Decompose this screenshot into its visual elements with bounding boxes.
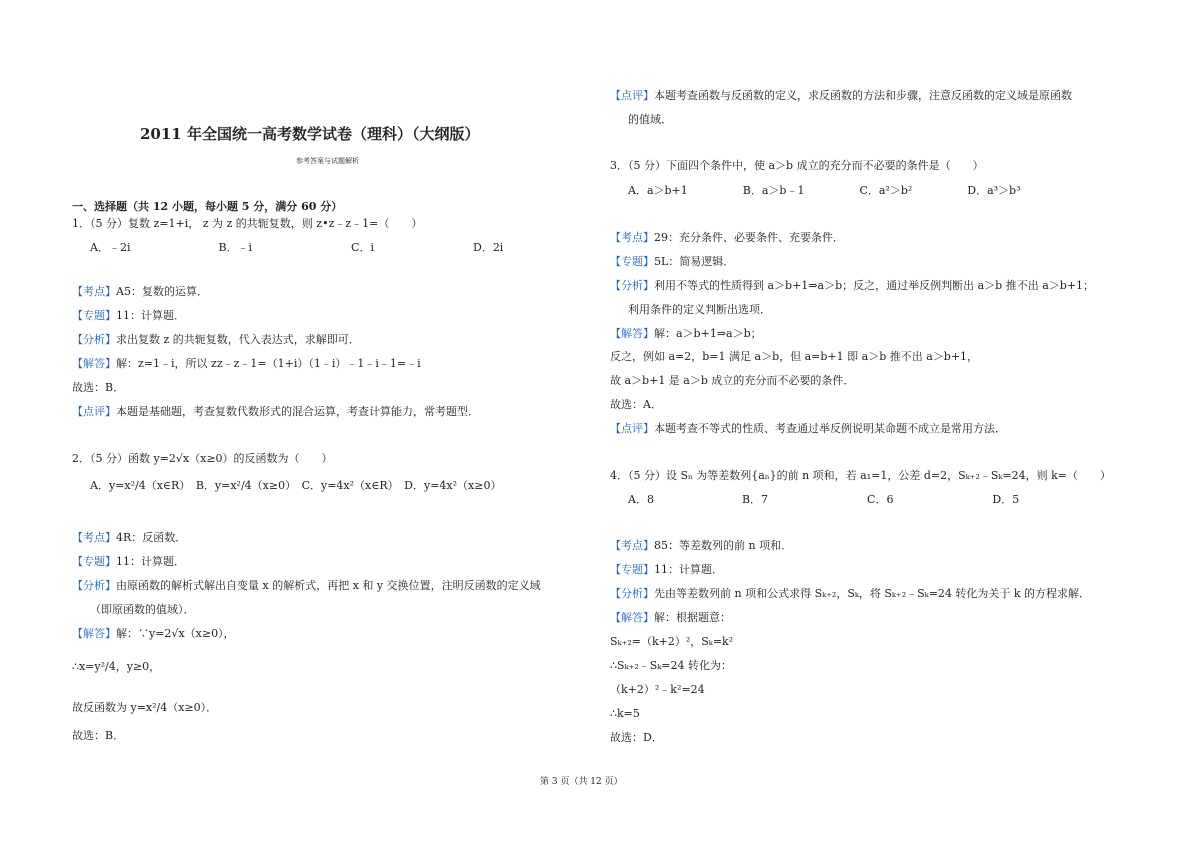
section-tag: 【分析】 (72, 579, 116, 592)
line-text: 本题考查函数与反函数的定义，求反函数的方法和步骤，注意反函数的定义域是原函数 (654, 89, 1072, 102)
line-text: 本题是基础题，考查复数代数形式的混合运算，考查计算能力，常考题型． (116, 405, 479, 418)
page-title: 2011 年全国统一高考数学试卷（理科）（大纲版） (140, 125, 480, 143)
line-text: 4R：反函数． (116, 531, 187, 544)
left-line (72, 309, 185, 323)
line-text: 利用不等式的性质得到 a＞b+1⇒a＞b；反之，通过举反例判断出 a＞b 推不出 a＞b+1； (654, 279, 1095, 292)
section-tag: 【专题】 (72, 309, 116, 322)
left-line (90, 241, 503, 255)
line-text: 1．（5 分）复数 z=1+i， z 为 z 的共轭复数，则 z•z﹣z﹣1=（ ） (72, 217, 423, 230)
section-tag: 【点评】 (72, 405, 116, 418)
right-line (610, 374, 854, 388)
line-text: 故选：A． (610, 398, 662, 411)
line-text: （k+2）²﹣k²=24 (610, 683, 705, 696)
line-text: 的值域． (628, 113, 672, 126)
right-line (610, 539, 792, 553)
line-text: （即原函数的值域）． (90, 603, 195, 616)
left-line (72, 217, 422, 231)
line-text: A．﹣2i B．﹣i C．i D．2i (90, 241, 504, 254)
left-line (72, 333, 360, 347)
left-line (90, 603, 195, 617)
section-tag: 【专题】 (610, 255, 654, 268)
line-text: 利用条件的定义判断出选项． (628, 303, 771, 316)
right-line (610, 731, 663, 745)
line-text: 解：∵y=2√x（x≥0）， (116, 627, 235, 640)
section-tag: 【分析】 (72, 333, 116, 346)
line-text: 求出复数 z 的共轭复数，代入表达式，求解即可． (116, 333, 360, 346)
line-text: 故选：B． (72, 381, 125, 394)
section-heading: 一、选择题（共 12 小题，每小题 5 分，满分 60 分） (72, 200, 343, 213)
right-line (610, 231, 844, 245)
right-line (610, 707, 640, 721)
right-line (610, 422, 1006, 436)
right-line (628, 184, 1021, 198)
line-text: ∴k=5 (610, 707, 640, 720)
line-text: 11：计算题． (116, 309, 185, 322)
section-tag: 【考点】 (610, 539, 654, 552)
left-line (72, 627, 235, 641)
line-text: 先由等差数列前 n 项和公式求得 Sₖ₊₂，Sₖ，将 Sₖ₊₂﹣Sₖ=24 转化为关于 k 的方程求解． (654, 587, 1091, 600)
right-line (610, 611, 731, 625)
left-line (90, 479, 501, 493)
section-tag: 【分析】 (610, 587, 654, 600)
left-line (72, 405, 479, 419)
section-tag: 【分析】 (610, 279, 654, 292)
left-line (72, 579, 541, 593)
line-text: 3．（5 分）下面四个条件中，使 a＞b 成立的充分而不必要的条件是（ ） (610, 159, 984, 172)
section-tag: 【考点】 (72, 285, 116, 298)
left-line (72, 701, 217, 715)
line-text: 故反函数为 y=x²/4（x≥0）． (72, 701, 218, 714)
right-line (628, 303, 771, 317)
right-line (610, 327, 762, 341)
right-line (628, 113, 672, 127)
section-tag: 【解答】 (72, 357, 116, 370)
right-line (610, 635, 733, 649)
left-line (72, 729, 124, 743)
left-line (72, 660, 160, 674)
line-text: 反之，例如 a=2，b=1 满足 a＞b，但 a=b+1 即 a＞b 推不出 a＞b+1， (610, 350, 979, 363)
line-text: 2．（5 分）函数 y=2√x（x≥0）的反函数为（ ） (72, 452, 333, 465)
left-line (72, 555, 185, 569)
line-text: 4．（5 分）设 Sₙ 为等差数列{aₙ}的前 n 项和，若 a₁=1，公差 d=2，Sₖ₊₂﹣Sₖ=24，则 k=（ ） (610, 469, 1112, 482)
left-line (72, 381, 124, 395)
line-text: A5：复数的运算． (116, 285, 208, 298)
line-text: 11：计算题． (116, 555, 185, 568)
line-text: A．y=x²/4（x∈R） B．y=x²/4（x≥0） C．y=4x²（x∈R） D．y=4x²（x≥0） (90, 479, 502, 492)
page-footer: 第 3 页（共 12 页） (540, 777, 623, 787)
line-text: ∴Sₖ₊₂﹣Sₖ=24 转化为： (610, 659, 733, 672)
left-line (72, 531, 186, 545)
right-line (610, 398, 662, 412)
left-line (72, 357, 421, 371)
line-text: ∴x=y²/4，y≥0， (72, 660, 161, 673)
right-line (610, 89, 1072, 103)
line-text: A．8 B．7 C．6 D．5 (628, 493, 1020, 506)
line-text: A．a＞b+1 B．a＞b﹣1 C．a²＞b² D．a³＞b³ (628, 184, 1021, 197)
right-line (610, 255, 734, 269)
page-subtitle: 参考答案与试题解析 (296, 157, 359, 165)
line-text: 5L：简易逻辑． (654, 255, 735, 268)
line-text: 11：计算题． (654, 563, 723, 576)
line-text: 29：充分条件、必要条件、充要条件． (654, 231, 844, 244)
line-text: 解：根据题意： (654, 611, 731, 624)
section-tag: 【解答】 (610, 327, 654, 340)
right-line (610, 659, 732, 673)
left-line (72, 452, 333, 466)
section-tag: 【解答】 (72, 627, 116, 640)
left-line (72, 285, 208, 299)
line-text: 解：a＞b+1⇒a＞b； (654, 327, 762, 340)
section-tag: 【点评】 (610, 89, 654, 102)
section-tag: 【考点】 (610, 231, 654, 244)
right-line (610, 279, 1094, 293)
line-text: 故选：D． (610, 731, 663, 744)
line-text: 故选：B． (72, 729, 125, 742)
right-line (628, 493, 1019, 507)
section-tag: 【解答】 (610, 611, 654, 624)
section-tag: 【专题】 (610, 563, 654, 576)
section-tag: 【专题】 (72, 555, 116, 568)
right-line (610, 587, 1090, 601)
section-tag: 【考点】 (72, 531, 116, 544)
section-tag: 【点评】 (610, 422, 654, 435)
line-text: 85：等差数列的前 n 项和． (654, 539, 793, 552)
line-text: 解：z=1﹣i，所以 zz﹣z﹣1=（1+i）（1﹣i）﹣1﹣i﹣1=﹣i (116, 357, 421, 370)
line-text: 本题考查不等式的性质、考查通过举反例说明某命题不成立是常用方法． (654, 422, 1006, 435)
right-line (610, 563, 723, 577)
right-line (610, 469, 1111, 483)
line-text: Sₖ₊₂=（k+2）²，Sₖ=k² (610, 635, 734, 648)
line-text: 由原函数的解析式解出自变量 x 的解析式，再把 x 和 y 交换位置，注明反函数的定义域 (116, 579, 541, 592)
right-line (610, 350, 978, 364)
line-text: 故 a＞b+1 是 a＞b 成立的充分而不必要的条件． (610, 374, 855, 387)
right-line (610, 159, 984, 173)
right-line (610, 683, 705, 697)
